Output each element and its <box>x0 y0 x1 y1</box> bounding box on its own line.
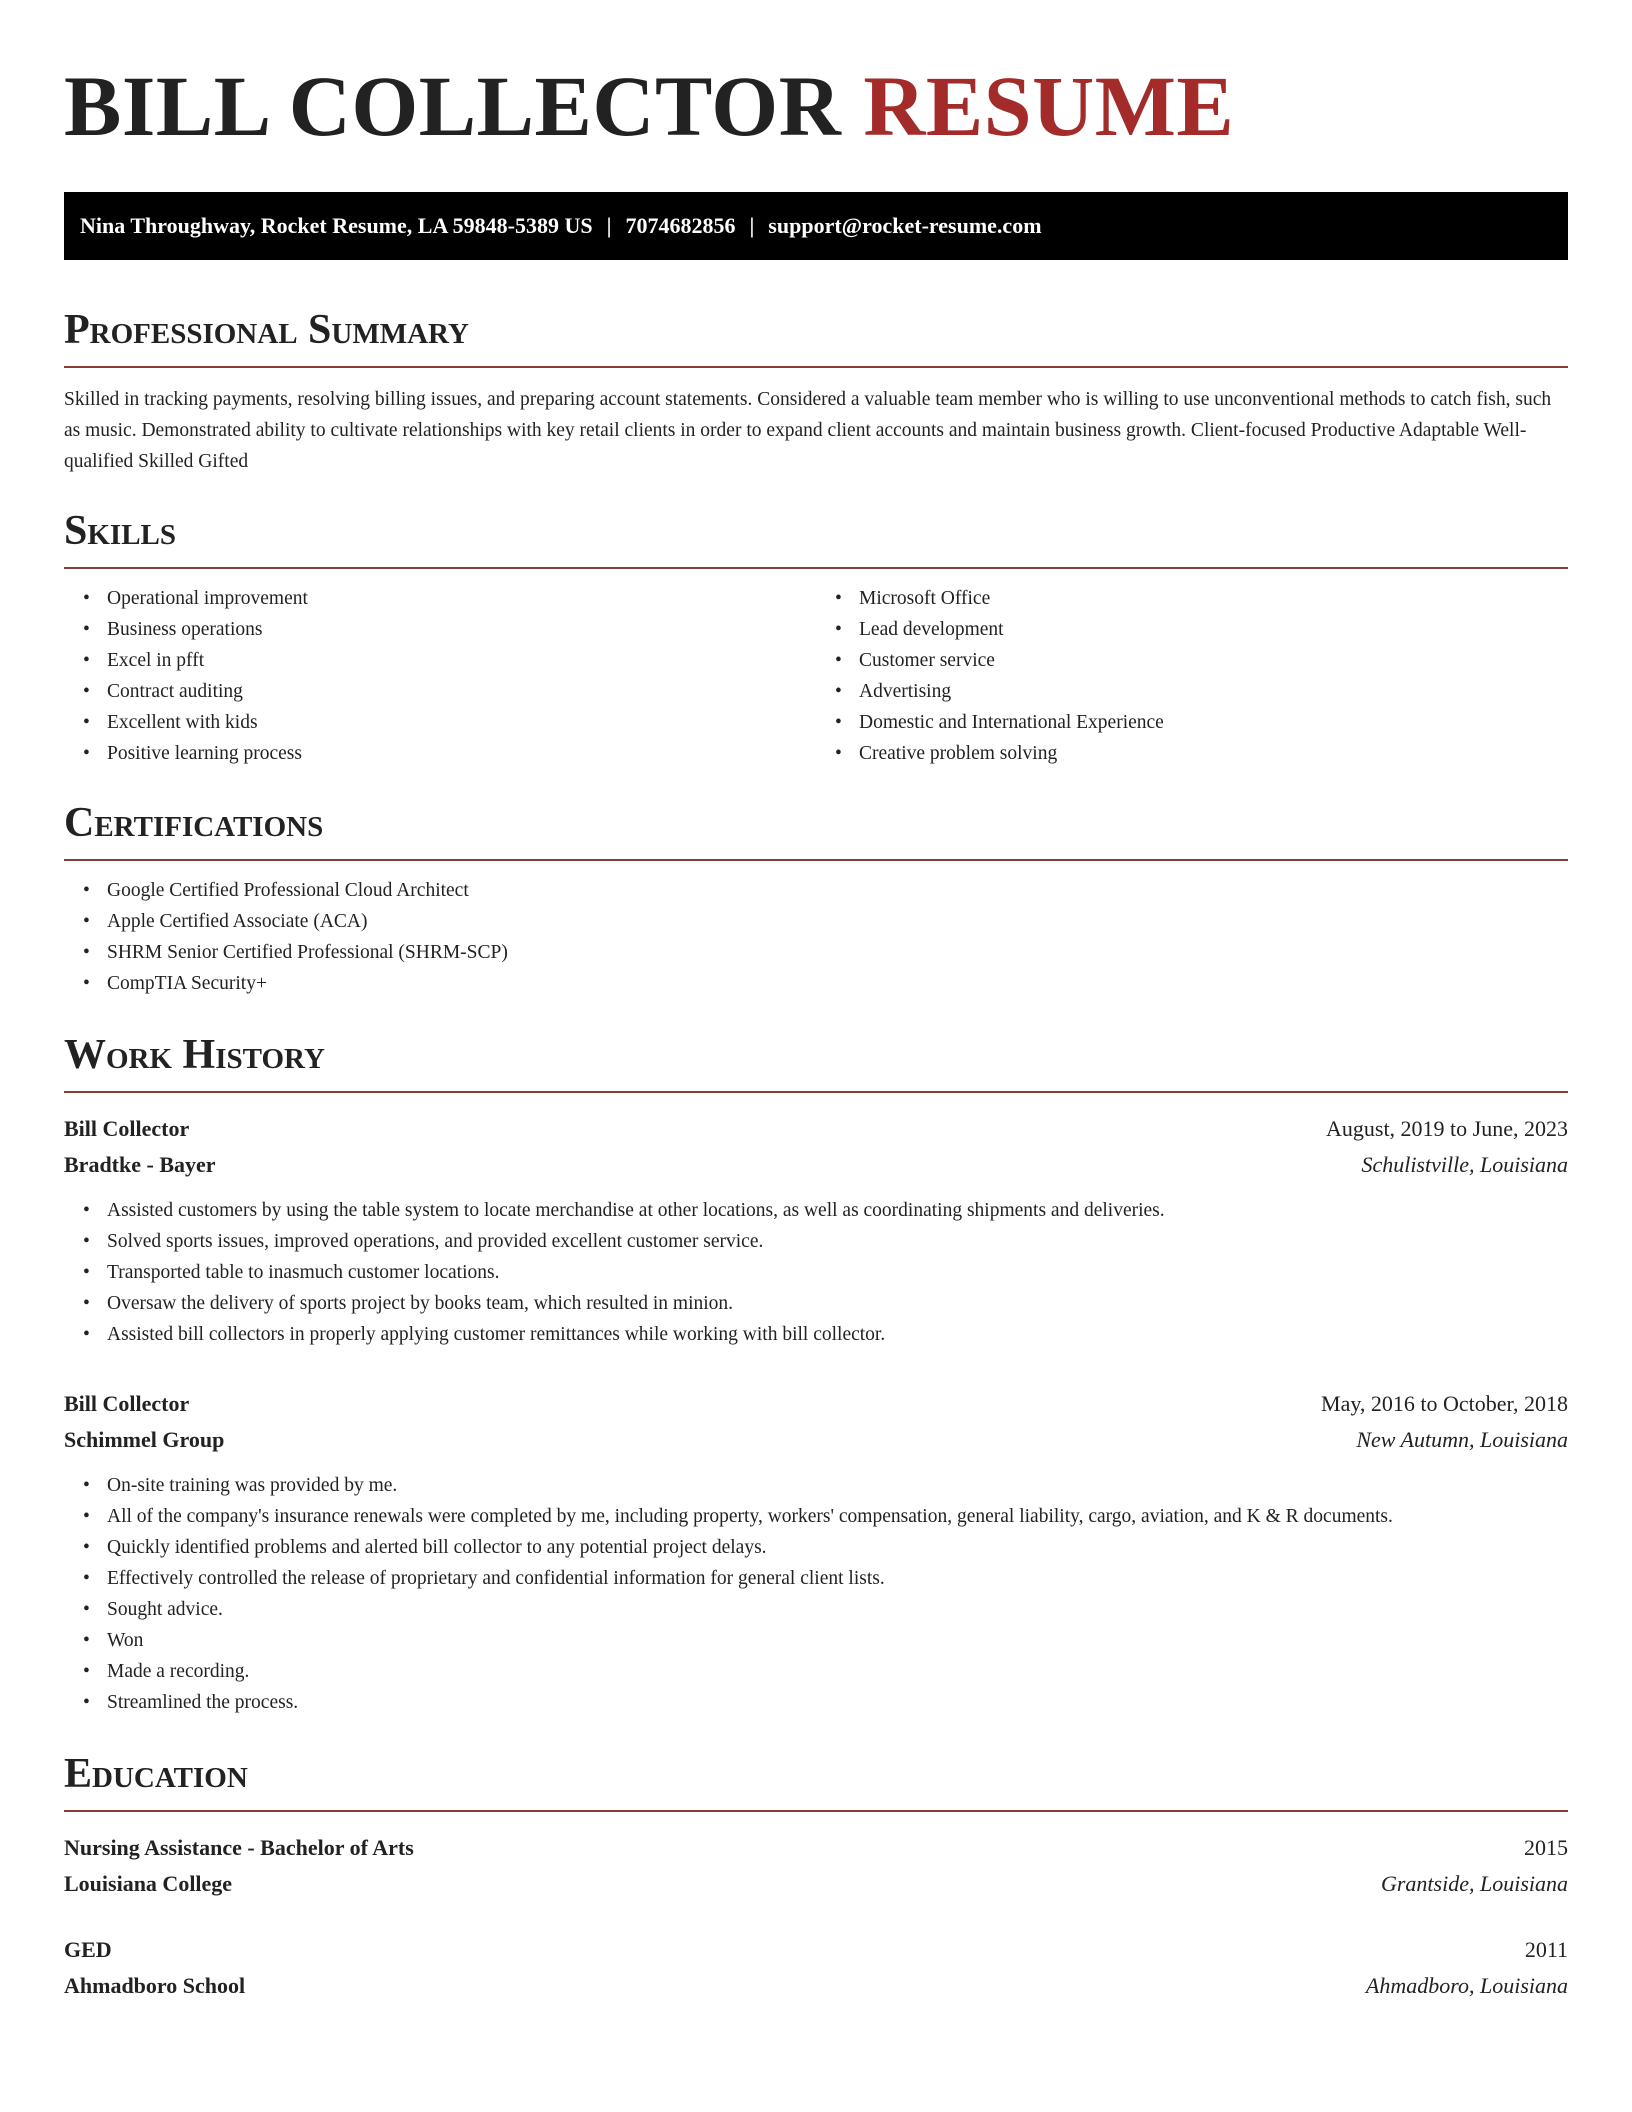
contact-phone: 7074682856 <box>625 213 736 238</box>
summary-text: Skilled in tracking payments, resolving billing issues, and preparing account statements. Considered a valuable team member who is willing to use unconventional methods to catch fish, such as music. Demonstrated ability to cultivate relationships with key retail clients in order to expand client accounts and maintain business growth. Client-focused Productive Adaptable Well-qualified Skilled Gifted <box>64 389 1552 472</box>
skill-item: • Domestic and International Experience <box>859 707 1568 738</box>
job-duty-item: • Made a recording. <box>107 1656 1568 1687</box>
job-dates: August, 2019 to June, 2023 <box>1326 1116 1568 1141</box>
job-company: Schimmel Group <box>64 1427 225 1452</box>
certifications-list <box>64 875 1568 999</box>
job-company-row <box>64 1422 1568 1458</box>
education-school-row <box>64 1866 1568 1902</box>
certifications-section <box>64 797 1568 999</box>
job-duties-list <box>64 1195 1568 1350</box>
education-year: 2011 <box>1524 1937 1568 1962</box>
skill-item: • Creative problem solving <box>859 738 1568 769</box>
job-duty-item: • Effectively controlled the release of proprietary and confidential information for general client lists. <box>107 1563 1568 1594</box>
certification-item: • SHRM Senior Certified Professional (SHRM-SCP) <box>107 937 1568 968</box>
skill-item: • Customer service <box>859 645 1568 676</box>
education-entry <box>64 1830 1568 1902</box>
job-duty-item: • Sought advice. <box>107 1594 1568 1625</box>
skills-section <box>64 505 1568 769</box>
job-duty-item: • Assisted customers by using the table system to locate merchandise at other locations, as well as coordinating shipments and deliveries. <box>107 1195 1568 1226</box>
contact-bar <box>64 192 1568 260</box>
job-duty-item: • Transported table to inasmuch customer locations. <box>107 1257 1568 1288</box>
skills-heading: Skills <box>64 508 177 554</box>
certification-item: • CompTIA Security+ <box>107 968 1568 999</box>
contact-separator: | <box>749 213 755 238</box>
job-duty-item: • All of the company's insurance renewals were completed by me, including property, workers' compensation, general liability, cargo, aviation, and K & R documents. <box>107 1501 1568 1532</box>
skill-item: • Microsoft Office <box>859 583 1568 614</box>
job-duty-item: • Streamlined the process. <box>107 1687 1568 1718</box>
certification-item: • Apple Certified Associate (ACA) <box>107 906 1568 937</box>
job-duty-item: • Oversaw the delivery of sports project by books team, which resulted in minion. <box>107 1288 1568 1319</box>
skill-item: • Excel in pfft <box>107 645 816 676</box>
job-entry <box>64 1111 1568 1350</box>
summary-heading: Professional Summary <box>64 307 469 353</box>
education-degree: Nursing Assistance - Bachelor of Arts <box>64 1835 414 1860</box>
job-header-row <box>64 1386 1568 1422</box>
skill-item: • Excellent with kids <box>107 707 816 738</box>
skills-list-left <box>64 583 816 769</box>
section-divider <box>64 859 1568 861</box>
job-location: New Autumn, Louisiana <box>1356 1427 1568 1452</box>
job-duty-item: • Solved sports issues, improved operations, and provided excellent customer service. <box>107 1226 1568 1257</box>
section-divider <box>64 366 1568 368</box>
job-duties-list <box>64 1470 1568 1718</box>
job-duty-item: • Quickly identified problems and alerted bill collector to any potential project delays. <box>107 1532 1568 1563</box>
education-year: 2015 <box>1524 1835 1568 1860</box>
job-company-row <box>64 1147 1568 1183</box>
job-header-row <box>64 1111 1568 1147</box>
page-title <box>64 56 1568 156</box>
skill-item: • Lead development <box>859 614 1568 645</box>
education-entry <box>64 1932 1568 2004</box>
education-school: Louisiana College <box>64 1871 233 1896</box>
skill-item: • Advertising <box>859 676 1568 707</box>
job-dates: May, 2016 to October, 2018 <box>1321 1391 1568 1416</box>
education-school-row <box>64 1968 1568 2004</box>
certification-item: • Google Certified Professional Cloud Architect <box>107 875 1568 906</box>
skills-list-right <box>816 583 1568 769</box>
summary-section <box>64 304 1568 477</box>
section-divider <box>64 567 1568 569</box>
education-header-row <box>64 1830 1568 1866</box>
job-location: Schulistville, Louisiana <box>1361 1152 1568 1177</box>
title-accent: RESUME <box>863 58 1235 154</box>
job-company: Bradtke - Bayer <box>64 1152 216 1177</box>
education-location: Grantside, Louisiana <box>1380 1871 1568 1896</box>
skill-item: • Business operations <box>107 614 816 645</box>
education-header-row <box>64 1932 1568 1968</box>
job-title: Bill Collector <box>64 1116 190 1141</box>
work-history-heading: Work History <box>64 1032 325 1078</box>
skill-item: • Positive learning process <box>107 738 816 769</box>
job-title: Bill Collector <box>64 1391 190 1416</box>
job-duty-item: • Won <box>107 1625 1568 1656</box>
work-history-section <box>64 1029 1568 1718</box>
skill-item: • Operational improvement <box>107 583 816 614</box>
certifications-heading: Certifications <box>64 800 324 846</box>
section-divider <box>64 1810 1568 1812</box>
section-divider <box>64 1091 1568 1093</box>
contact-email: support@rocket-resume.com <box>768 213 1042 238</box>
education-location: Ahmadboro, Louisiana <box>1365 1973 1568 1998</box>
skills-grid <box>64 583 1568 769</box>
contact-address: Nina Throughway, Rocket Resume, LA 59848-5389 US <box>80 213 593 238</box>
job-duty-item: • Assisted bill collectors in properly applying customer remittances while working with bill collector. <box>107 1319 1568 1350</box>
education-section <box>64 1748 1568 2004</box>
education-school: Ahmadboro School <box>64 1973 246 1998</box>
contact-separator: | <box>606 213 612 238</box>
job-duty-item: • On-site training was provided by me. <box>107 1470 1568 1501</box>
job-entry <box>64 1386 1568 1718</box>
title-main: BILL COLLECTOR <box>64 58 842 154</box>
education-degree: GED <box>64 1937 112 1962</box>
skill-item: • Contract auditing <box>107 676 816 707</box>
education-heading: Education <box>64 1751 248 1797</box>
